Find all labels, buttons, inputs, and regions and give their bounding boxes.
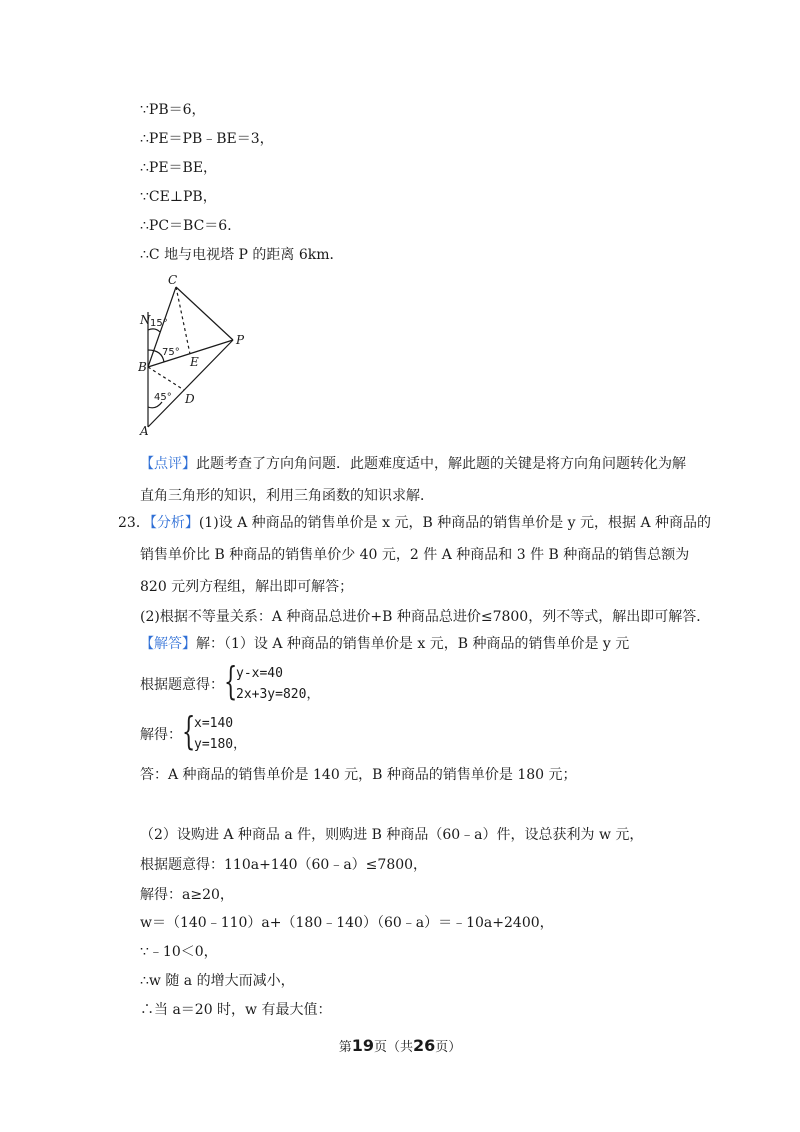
answer-text-1: 解：（1）设 A 种商品的销售单价是 x 元，B 种商品的销售单价是 y 元 xyxy=(196,636,630,652)
part-2-line-5: ∵﹣10＜0， xyxy=(140,944,218,960)
page-footer xyxy=(0,1036,800,1055)
footer-pre: 第 xyxy=(338,1040,352,1055)
proof-line-2: ∴PE＝PB﹣BE＝3， xyxy=(140,131,274,147)
analysis-text-1: (1)设 A 种商品的销售单价是 x 元，B 种商品的销售单价是 y 元，根据 A 种商品的 xyxy=(198,515,712,531)
proof-line-6: ∴C 地与电视塔 P 的距离 6km． xyxy=(140,247,344,263)
q23-analysis-line-4: (2)根据不等量关系：A 种商品总进价+B 种商品总进价≤7800，列不等式，解出即可解答． xyxy=(140,609,711,625)
angle-arc-15 xyxy=(148,329,160,332)
geometry-figure xyxy=(138,272,258,438)
page-number: 19 xyxy=(351,1036,374,1055)
line-bd xyxy=(148,367,184,390)
system-2-end: ， xyxy=(233,737,247,752)
system-2-label: 解得： xyxy=(140,727,182,743)
question-number: 23． xyxy=(118,515,150,531)
part-2-line-7: ∴当 a＝20 时，w 有最大值： xyxy=(140,1002,332,1018)
part-2-line-4: w＝（140﹣110）a+（180﹣140）（60﹣a）＝﹣10a+2400， xyxy=(140,915,554,931)
label-angle-15: 15° xyxy=(150,318,168,329)
part-2-line-6: ∴w 随 a 的增大而减小， xyxy=(140,973,295,989)
system-2-eq-2 xyxy=(194,736,246,754)
label-a: A xyxy=(140,424,149,438)
label-b: B xyxy=(138,360,147,374)
part-2-line-3: 解得：a≥20， xyxy=(140,887,234,903)
system-1-eq-2-text: 2x+3y=820 xyxy=(236,687,307,702)
system-1-label: 根据题意得： xyxy=(140,677,224,693)
proof-line-5: ∴PC＝BC＝6． xyxy=(140,218,242,234)
line-ce xyxy=(176,287,190,354)
system-2-eq-2-text: y=180 xyxy=(194,737,234,752)
q23-analysis-line-1 xyxy=(118,514,711,532)
system-1-end: ， xyxy=(306,687,320,702)
label-d: D xyxy=(185,392,195,406)
analysis-tag: 【分析】 xyxy=(149,515,199,531)
system-2-brace: { xyxy=(182,709,196,753)
footer-mid: 页（共 xyxy=(373,1040,413,1055)
part-2-line-1: （2）设购进 A 种商品 a 件，则购进 B 种商品（60﹣a）件，设总获利为 w 元， xyxy=(140,827,644,843)
answer-line-1 xyxy=(140,635,629,653)
answer-tag: 【解答】 xyxy=(140,636,196,652)
q23-analysis-line-3: 820 元列方程组，解出即可解答； xyxy=(140,579,354,595)
q23-analysis-line-2: 销售单价比 B 种商品的销售单价少 40 元，2 件 A 种商品和 3 件 B 种商品的销售总额为 xyxy=(140,547,690,563)
page-total: 26 xyxy=(413,1036,436,1055)
part-2-line-2: 根据题意得：110a+140（60﹣a）≤7800， xyxy=(140,857,428,873)
label-n: N xyxy=(140,313,151,327)
comment-tag: 【点评】 xyxy=(140,456,196,472)
line-cp xyxy=(176,287,233,340)
label-angle-45: 45° xyxy=(154,392,172,403)
answer-part-1-result: 答：A 种商品的销售单价是 140 元，B 种商品的销售单价是 180 元； xyxy=(140,767,577,783)
label-e: E xyxy=(190,355,199,369)
system-1-eq-2 xyxy=(236,686,319,704)
proof-line-4: ∵CE⊥PB， xyxy=(140,189,217,205)
comment-line-2: 直角三角形的知识，利用三角函数的知识求解． xyxy=(140,488,434,504)
proof-line-1: ∵PB＝6， xyxy=(140,102,206,118)
label-c: C xyxy=(168,273,178,287)
label-angle-75: 75° xyxy=(162,347,180,358)
proof-line-3: ∴PE＝BE， xyxy=(140,160,218,176)
comment-text-1: 此题考查了方向角问题．此题难度适中，解此题的关键是将方向角问题转化为解 xyxy=(196,456,686,472)
system-2-eq-1: x=140 xyxy=(194,716,234,731)
system-1-brace: { xyxy=(224,659,238,703)
system-1-eq-1: y-x=40 xyxy=(236,666,283,681)
footer-post: 页） xyxy=(435,1040,462,1055)
label-p: P xyxy=(236,333,245,347)
comment-line-1 xyxy=(140,455,686,473)
